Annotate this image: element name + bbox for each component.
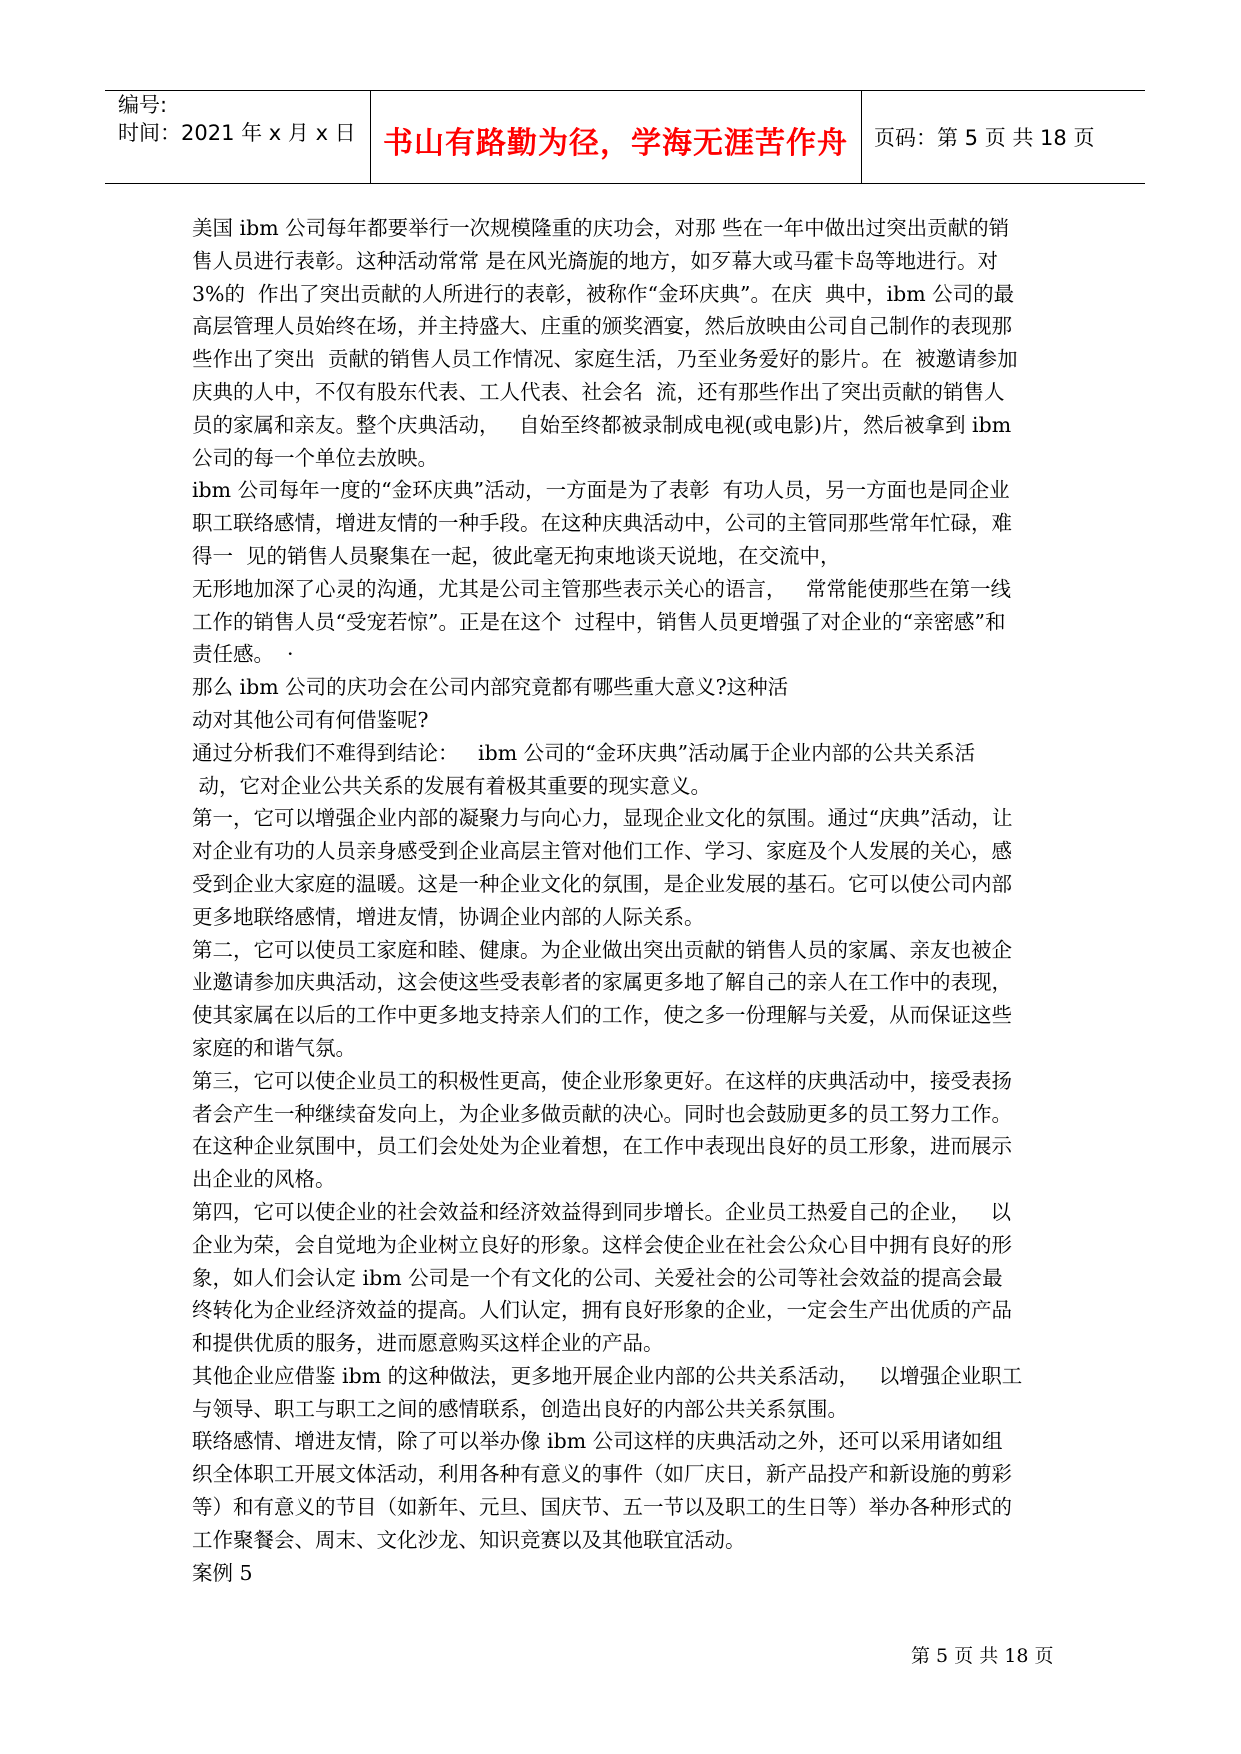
body-text-line: 3%的 作出了突出贡献的人所进行的表彰，被称作“金环庆典”。在庆 典中，ibm 公司的最 [192,281,1015,306]
body-text-line: 工作的销售人员“受宠若惊”。正是在这个 过程中，销售人员更增强了对企业的“亲密感”和 [192,609,1006,634]
header-page-code: 页码：第 5 页 共 18 页 [874,126,1095,150]
body-text-line: 第一，它可以增强企业内部的凝聚力与向心力，显现企业文化的氛围。通过“庆典”活动，让 [192,806,1013,831]
body-text-line: 责任感。 · [192,642,294,667]
body-text-line: 些作出了突出 贡献的销售人员工作情况、家庭生活，乃至业务爱好的影片。在 被邀请参加 [192,347,1018,372]
body-text-line: 联络感情、增进友情，除了可以举办像 ibm 公司这样的庆典活动之外，还可以采用诸如组 [192,1429,1003,1454]
body-text-line: 在这种企业氛围中，员工们会处处为企业着想，在工作中表现出良好的员工形象，进而展示 [192,1134,1012,1159]
body-text-line: 动对其他公司有何借鉴呢? [192,707,429,732]
body-text-line: 公司的每一个单位去放映。 [192,445,438,470]
body-text-line: 更多地联络感情，增进友情，协调企业内部的人际关系。 [192,904,705,929]
body-text-line: 得一 见的销售人员聚集在一起，彼此毫无拘束地谈天说地，在交流中， [192,543,841,568]
body-text-line: 企业为荣，会自觉地为企业树立良好的形象。这样会使企业在社会公众心目中拥有良好的形 [192,1232,1012,1257]
body-text-line: ibm 公司每年一度的“金环庆典”活动，一方面是为了表彰 有功人员，另一方面也是同企业 [192,478,1010,503]
header-motto: 书山有路勤为径，学海无涯苦作舟 [383,126,848,161]
body-text-line: 通过分析我们不难得到结论： ibm 公司的“金环庆典”活动属于企业内部的公共关系活 [192,740,976,765]
body-text-line: 案例 5 [192,1560,253,1585]
document-body [192,212,1092,1589]
body-text-line: 出企业的风格。 [192,1167,336,1192]
body-text-line: 其他企业应借鉴 ibm 的这种做法，更多地开展企业内部的公共关系活动， 以增强企业职工 [192,1363,1023,1388]
body-text-line: 工作聚餐会、周末、文化沙龙、知识竞赛以及其他联宜活动。 [192,1527,746,1552]
body-text-line: 美国 ibm 公司每年都要举行一次规模隆重的庆功会，对那 些在一年中做出过突出贡献的销 [192,216,1010,240]
body-text-line: 第三，它可以使企业员工的积极性更高，使企业形象更好。在这样的庆典活动中，接受表扬 [192,1068,1012,1093]
body-text-line: 员的家属和亲友。整个庆典活动， 自始至终都被录制成电视(或电影)片，然后被拿到 ibm [192,412,1012,437]
header-top-rule [105,90,1145,91]
body-text-line: 职工联络感情，增进友情的一种手段。在这种庆典活动中，公司的主管同那些常年忙碌，难 [192,511,1012,536]
body-text-line: 受到企业大家庭的温暖。这是一种企业文化的氛围，是企业发展的基石。它可以使公司内部 [192,871,1012,896]
body-text-line: 织全体职工开展文体活动，利用各种有意义的事件（如厂庆日，新产品投产和新设施的剪彩 [192,1462,1012,1487]
body-text-line: 等）和有意义的节目（如新年、元旦、国庆节、五一节以及职工的生日等）举办各种形式的 [192,1495,1012,1520]
body-text-line: 第二，它可以使员工家庭和睦、健康。为企业做出突出贡献的销售人员的家属、亲友也被企 [192,937,1012,962]
body-text-line: 那么 ibm 公司的庆功会在公司内部究竟都有哪些重大意义?这种活 [192,675,789,700]
body-text-line: 和提供优质的服务，进而愿意购买这样企业的产品。 [192,1331,664,1356]
body-text-line: 业邀请参加庆典活动，这会使这些受表彰者的家属更多地了解自己的亲人在工作中的表现， [192,970,1012,995]
header-bottom-rule [105,183,1145,184]
body-text-line: 售人员进行表彰。这种活动常常 是在风光旖旎的地方，如歹幕大或马霍卡岛等地进行。对 [192,248,999,273]
body-text-line: 无形地加深了心灵的沟通，尤其是公司主管那些表示关心的语言， 常常能使那些在第一线 [192,576,1012,601]
body-text-line: 对企业有功的人员亲身感受到企业高层主管对他们工作、学习、家庭及个人发展的关心，感 [192,839,1012,864]
body-text-line: 家庭的和谐气氛。 [192,1035,356,1060]
body-text-line: 与领导、职工与职工之间的感情联系，创造出良好的内部公共关系氛围。 [192,1396,848,1421]
body-text-line: 庆典的人中，不仅有股东代表、工人代表、社会名 流，还有那些作出了突出贡献的销售人 [192,379,1005,404]
body-text-line: 终转化为企业经济效益的提高。人们认定，拥有良好形象的企业，一定会生产出优质的产品 [192,1298,1012,1323]
body-text-line: 象，如人们会认定 ibm 公司是一个有文化的公司、关爱社会的公司等社会效益的提高会最 [192,1265,1003,1290]
document-time-label: 时间：2021 年 x 月 x 日 [118,121,356,145]
page-footer: 第 5 页 共 18 页 [911,1645,1054,1667]
body-text-line: 动，它对企业公共关系的发展有着极其重要的现实意义。 [192,773,712,798]
header-divider [861,90,862,183]
body-text-line: 者会产生一种继续奋发向上，为企业多做贡献的决心。同时也会鼓励更多的员工努力工作。 [192,1101,1012,1126]
body-text-line: 高层管理人员始终在场，并主持盛大、庄重的颁奖酒宴，然后放映由公司自己制作的表现那 [192,314,1012,339]
document-number-label: 编号: [118,93,168,117]
body-text-line: 第四，它可以使企业的社会效益和经济效益得到同步增长。企业员工热爱自己的企业， 以 [192,1199,1012,1224]
body-text-line: 使其家属在以后的工作中更多地支持亲人们的工作，使之多一份理解与关爱，从而保证这些 [192,1003,1012,1028]
